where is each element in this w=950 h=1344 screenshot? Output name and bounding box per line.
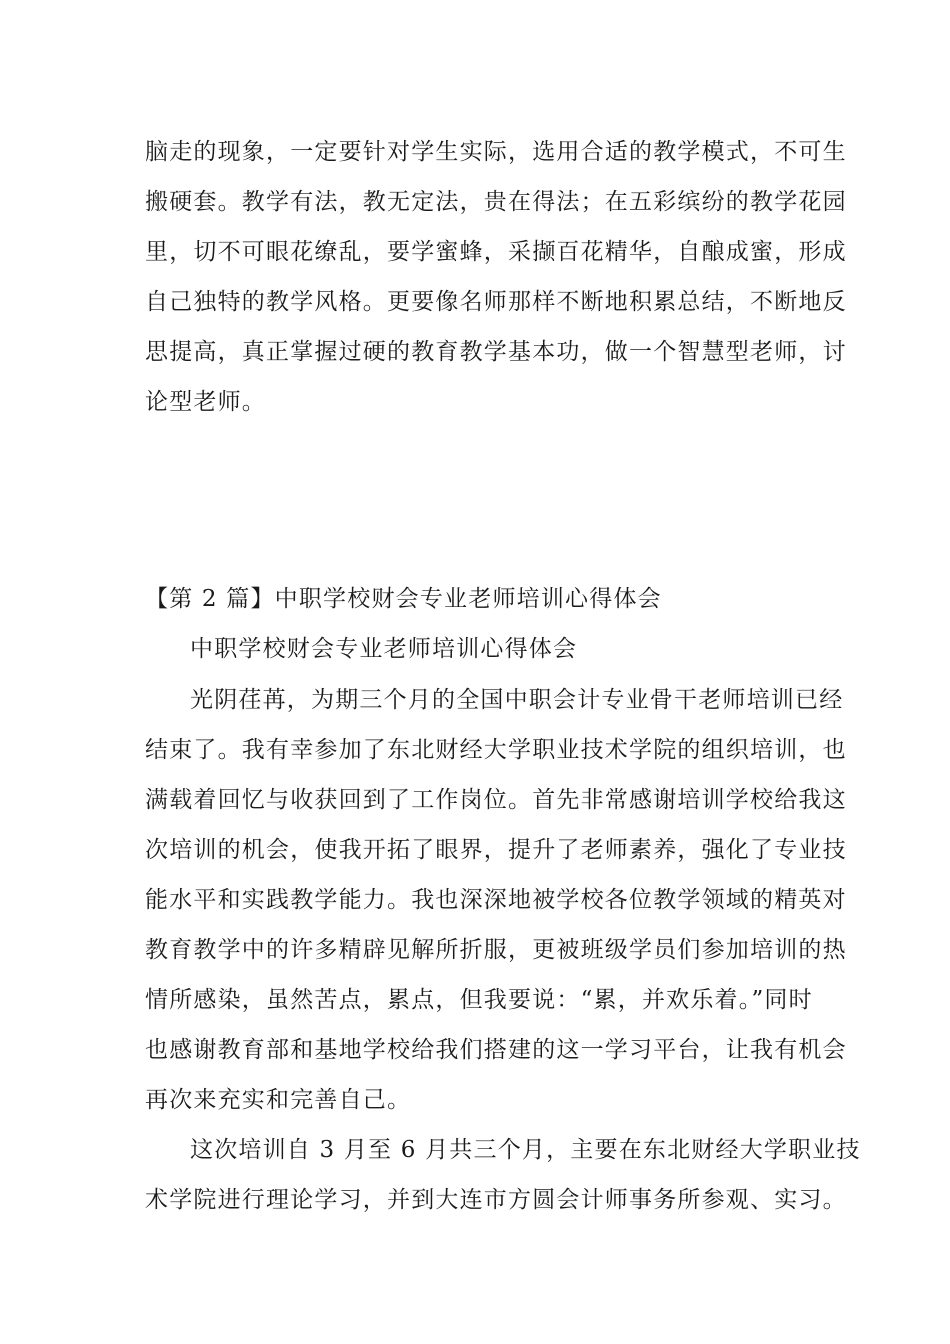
section-heading: 【第 2 篇】中职学校财会专业老师培训心得体会 — [145, 586, 662, 612]
text-line: 能水平和实践教学能力。我也深深地被学校各位教学领域的精英对 — [145, 887, 847, 913]
text-line: 结束了。我有幸参加了东北财经大学职业技术学院的组织培训，也 — [145, 737, 847, 763]
text-line: 术学院进行理论学习，并到大连市方圆会计师事务所参观、实习。 — [145, 1187, 847, 1213]
article-title: 中职学校财会专业老师培训心得体会 — [190, 636, 578, 662]
text-line: 光阴荏苒，为期三个月的全国中职会计专业骨干老师培训已经 — [190, 687, 844, 713]
text-line: 教育教学中的许多精辟见解所折服，更被班级学员们参加培训的热 — [145, 937, 847, 963]
text-line: 满载着回忆与收获回到了工作岗位。首先非常感谢培训学校给我这 — [145, 787, 847, 813]
text-line: 论型老师。 — [145, 389, 266, 415]
text-line: 脑走的现象，一定要针对学生实际，选用合适的教学模式，不可生 — [145, 139, 847, 165]
text-line: 次培训的机会，使我开拓了眼界，提升了老师素养，强化了专业技 — [145, 837, 847, 863]
text-line: 自己独特的教学风格。更要像名师那样不断地积累总结，不断地反 — [145, 289, 847, 315]
text-line: 这次培训自 3 月至 6 月共三个月，主要在东北财经大学职业技 — [190, 1137, 861, 1163]
text-line: 情所感染，虽然苦点，累点，但我要说：“累，并欢乐着。”同时 — [145, 987, 813, 1013]
text-line: 再次来充实和完善自己。 — [145, 1087, 412, 1113]
text-line: 里，切不可眼花缭乱，要学蜜蜂，采撷百花精华，自酿成蜜，形成 — [145, 239, 847, 265]
text-line: 搬硬套。教学有法，教无定法，贵在得法；在五彩缤纷的教学花园 — [145, 189, 847, 215]
text-line: 也感谢教育部和基地学校给我们搭建的这一学习平台，让我有机会 — [145, 1037, 847, 1063]
text-line: 思提高，真正掌握过硬的教育教学基本功，做一个智慧型老师，讨 — [145, 339, 847, 365]
